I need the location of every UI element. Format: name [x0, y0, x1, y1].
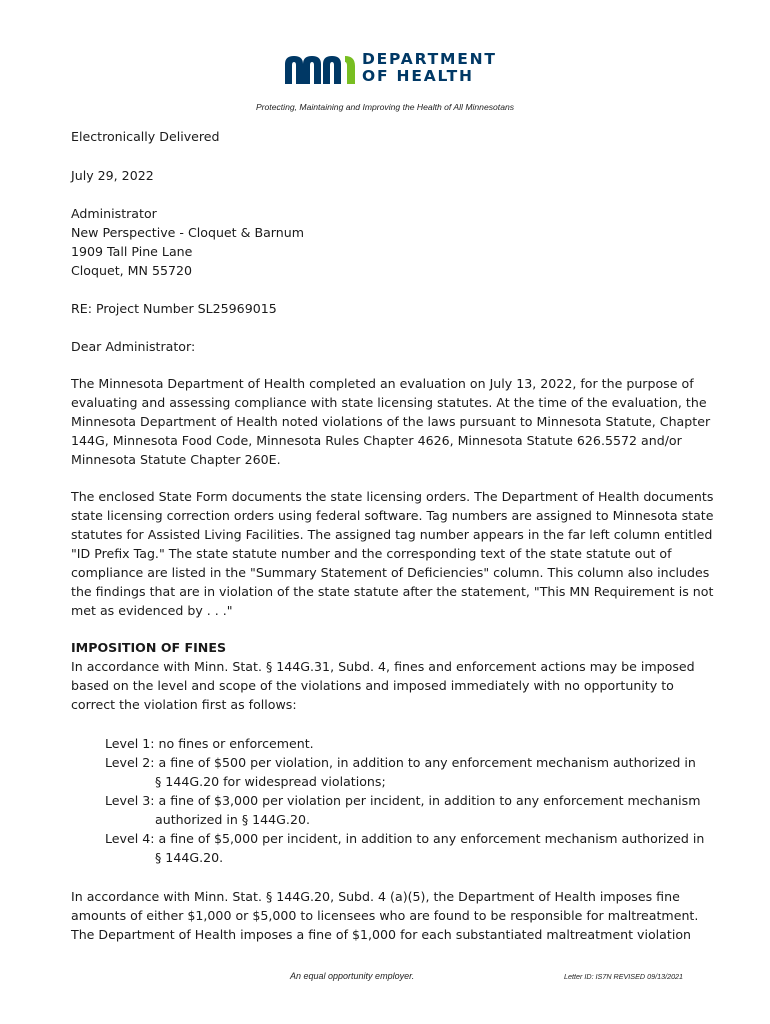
salutation: Dear Administrator:	[71, 339, 196, 354]
level-3-cont: authorized in § 144G.20.	[155, 812, 310, 827]
letterhead	[0, 48, 770, 90]
footer-letter-id: Letter ID: IS7N REVISED 09/13/2021	[564, 972, 684, 981]
letter-date: July 29, 2022	[71, 168, 154, 183]
level-2: Level 2: a fine of $500 per violation, in addition to any enforcement mechanism authorized in	[105, 755, 696, 770]
department-name	[362, 51, 497, 85]
logo-line-2: OF HEALTH	[362, 67, 474, 85]
fine-levels-list	[105, 734, 705, 867]
level-4: Level 4: a fine of $5,000 per incident, in addition to any enforcement mechanism authorized in	[105, 831, 705, 846]
paragraph-maltreatment: In accordance with Minn. Stat. § 144G.20, Subd. 4 (a)(5), the Department of Health imposes fine amounts of either $1,000 or $5,000 to licensees who are found to be responsible for maltreatment. The Department of Health imposes a fine of $1,000 for each substantiated maltreatment violation	[71, 889, 699, 942]
fines-section: IMPOSITION OF FINES In accordance with Minn. Stat. § 144G.31, Subd. 4, fines and enforcement actions may be imposed based on the level and scope of the violations and imposed immediately with no opportunity to correct the violation first as follows:	[71, 638, 711, 714]
level-3: Level 3: a fine of $3,000 per violation per incident, in addition to any enforcement mechanism	[105, 793, 701, 808]
fines-heading: IMPOSITION OF FINES	[71, 640, 227, 655]
delivery-method: Electronically Delivered	[71, 129, 220, 144]
recipient-address	[71, 204, 711, 280]
address-line: 1909 Tall Pine Lane	[71, 244, 193, 259]
paragraph-state-form: The enclosed State Form documents the state licensing orders. The Department of Health documents state licensing correction orders using federal software. Tag numbers are assigned to Minnesota state statutes for Assisted Living Facilities. The assigned tag number appears in the far left column entitled "ID Prefix Tag." The state statute number and the corresponding text of the state statute out of compliance are listed in the "Summary Statement of Deficiencies" column. This column also includes the findings that are in violation of the state statute after the statement, "This MN Requirement is not met as evidenced by . . ."	[71, 489, 714, 618]
address-line: Cloquet, MN 55720	[71, 263, 193, 278]
level-2-cont: § 144G.20 for widespread violations;	[155, 774, 386, 789]
footer-eoe: An equal opportunity employer.	[290, 971, 415, 981]
reference-line: RE: Project Number SL25969015	[71, 301, 277, 316]
logo-line-1: DEPARTMENT	[362, 50, 497, 68]
level-1: Level 1: no fines or enforcement.	[105, 736, 314, 751]
tagline: Protecting, Maintaining and Improving the Health of All Minnesotans	[255, 102, 515, 112]
level-4-cont: § 144G.20.	[155, 850, 224, 865]
paragraph-evaluation: The Minnesota Department of Health completed an evaluation on July 13, 2022, for the purpose of evaluating and assessing compliance with state licensing statutes. At the time of the evaluation, the Minnesota Department of Health noted violations of the laws pursuant to Minnesota Statute, Chapter 144G, Minnesota Food Code, Minnesota Rules Chapter 4626, Minnesota Statute 626.5572 and/or Minnesota Statute Chapter 260E.	[71, 376, 711, 467]
address-line: New Perspective - Cloquet & Barnum	[71, 225, 304, 240]
address-line: Administrator	[71, 206, 157, 221]
mn-logo-icon	[283, 52, 357, 86]
